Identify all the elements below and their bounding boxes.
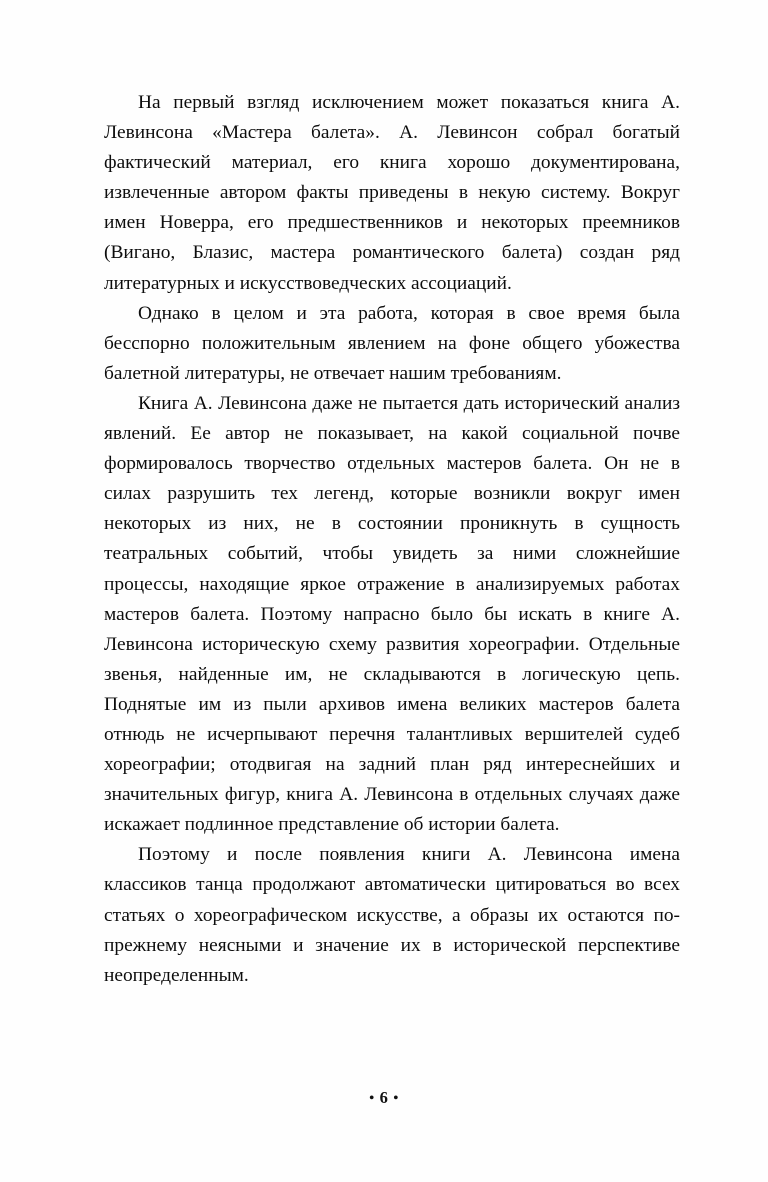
paragraph: Однако в целом и эта работа, которая в свое время была бесспорно положительным явлением на фоне общего убожества балетной литературы, не отвечает нашим требованиям. <box>104 302 680 384</box>
paragraph: На первый взгляд исключением может показаться книга А. Левинсона «Мастера балета». А. Левинсон собрал богатый фактический материал, его книга хорошо документирована, извлеченные автором факты приведены в некую систему. Вокруг имен Новерра, его предшественников и некоторых преемников (Вигано, Блазис, мастера романтического балета) создан ряд литературных и искусствоведческих ассоциаций. <box>104 92 680 294</box>
page-number-value: 6 <box>379 1088 389 1107</box>
page-number-ornament-left: • <box>369 1091 375 1107</box>
paragraph: Книга А. Левинсона даже не пытается дать исторический анализ явлений. Ее автор не показывает, на какой социальной почве формировалось творчество отдельных мастеров балета. Он не в силах разрушить тех легенд, которые возникли вокруг имен некоторых из них, не в состоянии проникнуть в сущность театральных событий, чтобы увидеть за ними сложнейшие процессы, находящие яркое отражение в анализируемых работах мастеров балета. Поэтому напрасно было бы искать в книге А. Левинсона историческую схему развития хореографии. Отдельные звенья, найденные им, не складываются в логическую цепь. Поднятые им из пыли архивов имена великих мастеров балета отнюдь не исчерпывают перечня талантливых вершителей судеб хореографии; отодвигая на задний план ряд интереснейших и значительных фигур, книга А. Левинсона в отдельных случаях даже искажает подлинное представление об истории балета. <box>104 392 680 836</box>
page-number-ornament-right: • <box>393 1091 399 1107</box>
paragraph: Поэтому и после появления книги А. Левинсона имена классиков танца продолжают автоматически цитироваться во всех статьях о хореографическом искусстве, а образы их остаются по-прежнему неясными и значение их в исторической перспективе неопределенным. <box>104 844 680 986</box>
page-number <box>0 1088 768 1108</box>
page-text-column <box>104 88 680 991</box>
